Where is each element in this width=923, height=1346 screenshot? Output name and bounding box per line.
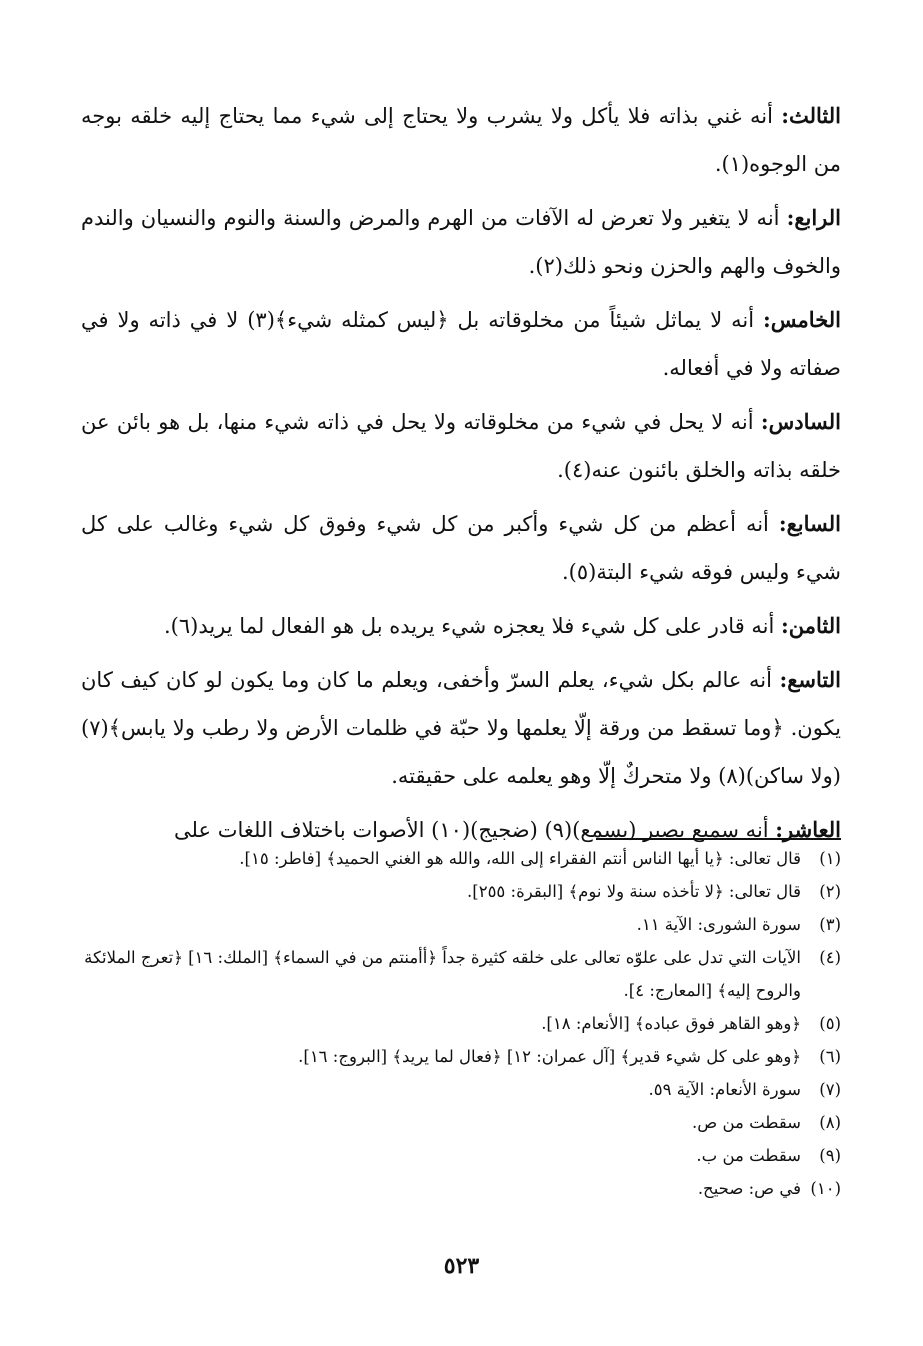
paragraph-lead: الرابع:: [786, 205, 841, 230]
paragraph: [81, 194, 841, 290]
footnote: [81, 1040, 841, 1073]
footnote-number: (٨): [819, 1113, 841, 1132]
footnote-text: قال تعالى: ﴿لا تأخذه سنة ولا نوم﴾ [البقرة: ٢٥٥].: [467, 882, 801, 901]
paragraph: [81, 92, 841, 188]
footnote-text: في ص: صحيح.: [697, 1179, 801, 1198]
paragraph: [81, 602, 841, 650]
footnote-text: ﴿وهو على كل شيء قدير﴾ [آل عمران: ١٢] ﴿فعال لما يريد﴾ [البروج: ١٦].: [298, 1047, 801, 1066]
paragraph: [81, 500, 841, 596]
footnote-number: (١): [819, 849, 841, 868]
paragraph-text: أنه سميع بصير (يسمع)(٩) (ضجيج)(١٠) الأصوات باختلاف اللغات على: [174, 818, 776, 842]
paragraph-lead: السابع:: [778, 511, 841, 536]
footnote: [81, 875, 841, 908]
footnote: [81, 1007, 841, 1040]
footnote: [81, 941, 841, 1007]
paragraph-text: أنه لا يتغير ولا تعرض له الآفات من الهرم والمرض والسنة والنوم والنسيان والندم والخوف والهم والحزن ونحو ذلك(٢).: [81, 206, 841, 278]
footnote-text: سورة الشورى: الآية ١١.: [636, 915, 801, 934]
paragraph-text: أنه لا يحل في شيء من مخلوقاته ولا يحل في ذاته شيء منها، بل هو بائن عن خلقه بذاته والخلق بائنون عنه(٤).: [81, 410, 841, 482]
footnote-text: ﴿وهو القاهر فوق عباده﴾ [الأنعام: ١٨].: [541, 1014, 801, 1033]
paragraph-lead: السادس:: [760, 409, 841, 434]
paragraph-lead: العاشر:: [775, 817, 841, 842]
paragraph-lead: الخامس:: [763, 307, 841, 332]
footnotes: [81, 842, 841, 1205]
footnote: [81, 1106, 841, 1139]
footnote-number: (٩): [819, 1146, 841, 1165]
footnote-text: سورة الأنعام: الآية ٥٩.: [648, 1080, 801, 1099]
footnote-number: (٢): [819, 882, 841, 901]
paragraph-text: أنه لا يماثل شيئاً من مخلوقاته بل ﴿ليس كمثله شيء﴾(٣) لا في ذاته ولا في صفاته ولا في أفعاله.: [81, 308, 841, 380]
footnote-number: (٥): [819, 1014, 841, 1033]
main-text: [81, 92, 841, 860]
paragraph-lead: الثامن:: [781, 613, 841, 638]
footnote-number: (٣): [819, 915, 841, 934]
footnote: [81, 1139, 841, 1172]
paragraph-text: أنه عالم بكل شيء، يعلم السرّ وأخفى، ويعلم ما كان وما يكون لو كان كيف كان يكون. ﴿وما تسقط من ورقة إلّا يعلمها ولا حبّة في ظلمات الأرض ولا رطب ولا يابس﴾(٧) (ولا ساكن)(٨) ولا متحركٌ إلّا وهو يعلمه على حقيقته.: [81, 668, 841, 788]
footnote-text: سقطت من ص.: [692, 1113, 801, 1132]
paragraph-lead: التاسع:: [779, 667, 841, 692]
footnote-number: (٧): [819, 1080, 841, 1099]
footnote: [81, 1172, 841, 1205]
page-number: ٥٢٣: [443, 1253, 480, 1279]
paragraph-text: أنه أعظم من كل شيء وأكبر من كل شيء وفوق كل شيء وغالب على كل شيء وليس فوقه شيء البتة(٥).: [81, 512, 841, 584]
paragraph: [81, 656, 841, 800]
paragraph-lead: الثالث:: [781, 103, 841, 128]
paragraph-text: أنه قادر على كل شيء فلا يعجزه شيء يريده بل هو الفعال لما يريد(٦).: [163, 614, 782, 638]
footnote: [81, 842, 841, 875]
paragraph-text: أنه غني بذاته فلا يأكل ولا يشرب ولا يحتاج إلى شيء مما يحتاج إليه خلقه بوجه من الوجوه(١).: [81, 104, 841, 176]
footnote-number: (٤): [819, 948, 841, 967]
footnote-text: سقطت من ب.: [696, 1146, 801, 1165]
footnote-number: (١٠): [810, 1179, 841, 1198]
footnote: [81, 908, 841, 941]
footnote-separator: [596, 838, 841, 840]
paragraph: [81, 296, 841, 392]
footnote: [81, 1073, 841, 1106]
footnote-number: (٦): [819, 1047, 841, 1066]
footnote-text: الآيات التي تدل على علوّه تعالى على خلقه كثيرة جداً ﴿أأمنتم من في السماء﴾ [الملك: ١٦] ﴿تعرج الملائكة والروح إليه﴾ [المعارج: ٤].: [84, 948, 801, 1000]
paragraph: [81, 398, 841, 494]
footnote-text: قال تعالى: ﴿يا أيها الناس أنتم الفقراء إلى الله، والله هو الغني الحميد﴾ [فاطر: ١٥].: [239, 849, 801, 868]
